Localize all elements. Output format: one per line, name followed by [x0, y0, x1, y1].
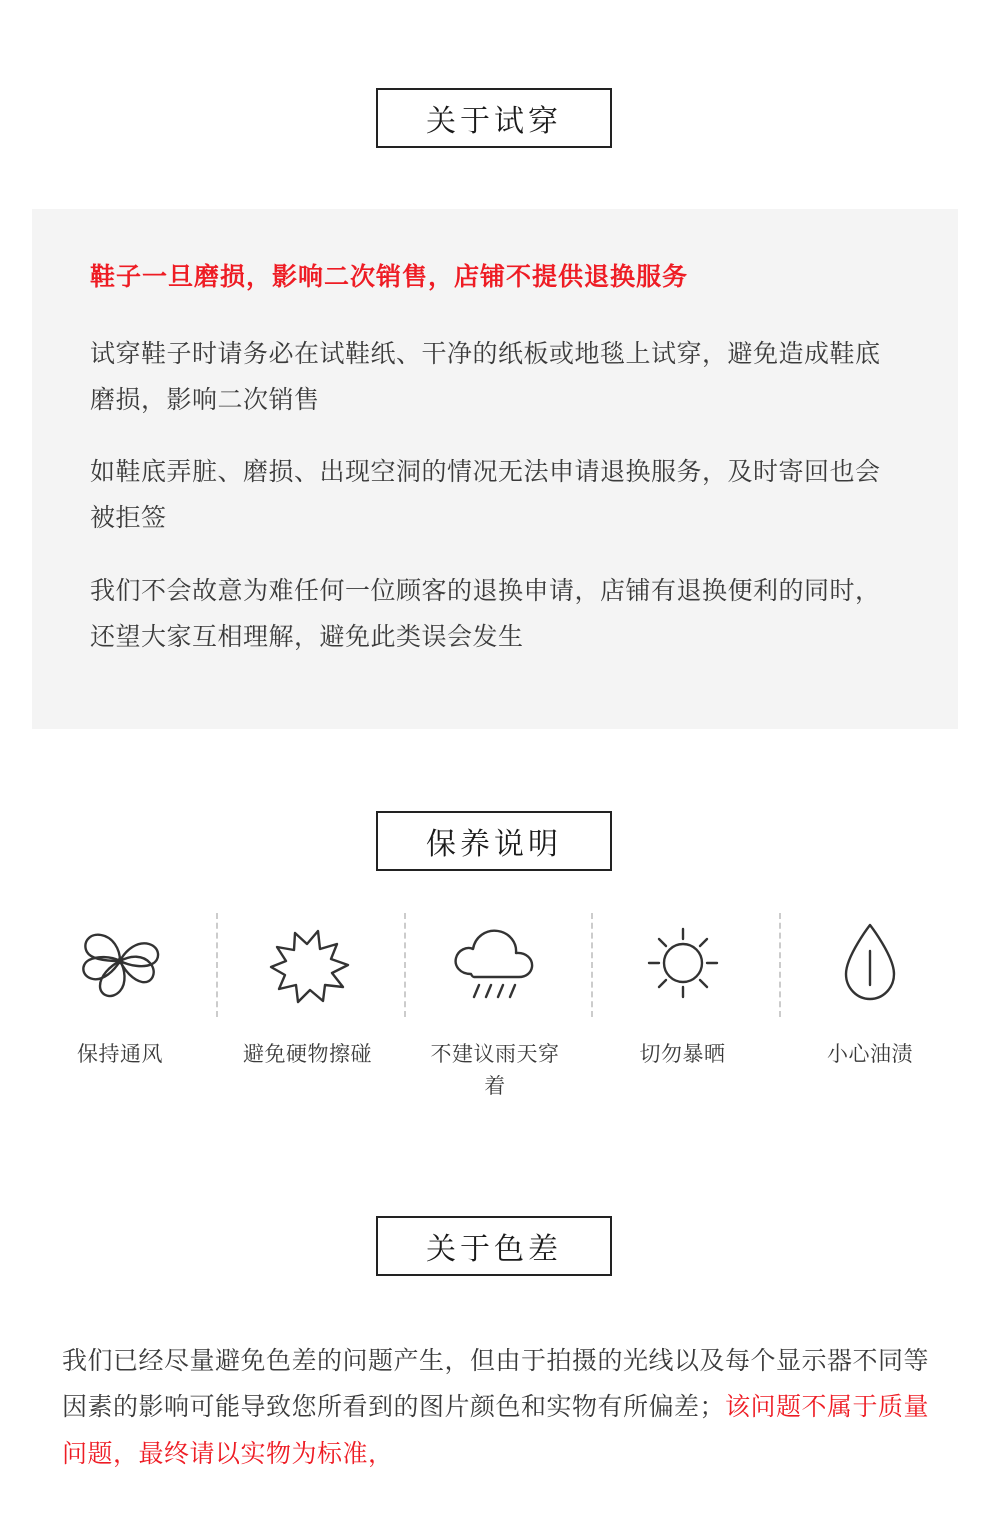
- care-item-avoid-impact: [220, 905, 396, 1071]
- color-difference-highlight-text: 该问题不属于质量问题，最终请以实物为标准，: [62, 1393, 930, 1468]
- care-label-no-rain: 不建议雨天穿着: [430, 1043, 560, 1098]
- section-heading-color-difference: 关于色差: [376, 1216, 612, 1276]
- sun-icon: [628, 905, 738, 1017]
- section-heading-care: 保养说明: [376, 811, 612, 871]
- care-label-oil-stain: 小心油渍: [827, 1043, 913, 1066]
- care-instruction-row: [32, 905, 958, 1135]
- care-divider: [404, 913, 406, 1017]
- section-heading-fitting: 关于试穿: [376, 88, 612, 148]
- rain-cloud-icon: [440, 905, 550, 1017]
- fitting-paragraph-3: 我们不会故意为难任何一位顾客的退换申请，店铺有退换便利的同时，还望大家互相理解，避免此类误会发生: [90, 576, 881, 651]
- fitting-paragraph-1: 试穿鞋子时请务必在试鞋纸、干净的纸板或地毯上试穿，避免造成鞋底磨损，影响二次销售: [90, 339, 881, 414]
- fitting-notice-panel: [32, 209, 958, 729]
- color-difference-text: [62, 1338, 934, 1477]
- care-divider: [591, 913, 593, 1017]
- fitting-warning-text: 鞋子一旦磨损，影响二次销售，店铺不提供退换服务: [90, 263, 689, 291]
- care-divider: [216, 913, 218, 1017]
- color-difference-normal-text: 我们已经尽量避免色差的问题产生，但由于拍摄的光线以及每个显示器不同等因素的影响可能导致您所看到的图片颜色和实物有所偏差；: [62, 1347, 930, 1422]
- care-item-no-rain: [407, 905, 583, 1102]
- fitting-paragraph-2: 如鞋底弄脏、磨损、出现空洞的情况无法申请退换服务，及时寄回也会被拒签: [90, 458, 881, 533]
- care-item-ventilation: [32, 905, 208, 1071]
- impact-burst-icon: [253, 905, 363, 1017]
- fan-icon: [65, 905, 175, 1017]
- care-item-oil-stain: [782, 905, 958, 1071]
- care-label-avoid-impact: 避免硬物擦碰: [243, 1043, 372, 1066]
- oil-droplet-icon: [815, 905, 925, 1017]
- care-label-ventilation: 保持通风: [77, 1043, 163, 1066]
- care-label-no-sun: 切勿暴晒: [639, 1043, 726, 1066]
- care-divider: [779, 913, 781, 1017]
- care-item-no-sun: [595, 905, 771, 1071]
